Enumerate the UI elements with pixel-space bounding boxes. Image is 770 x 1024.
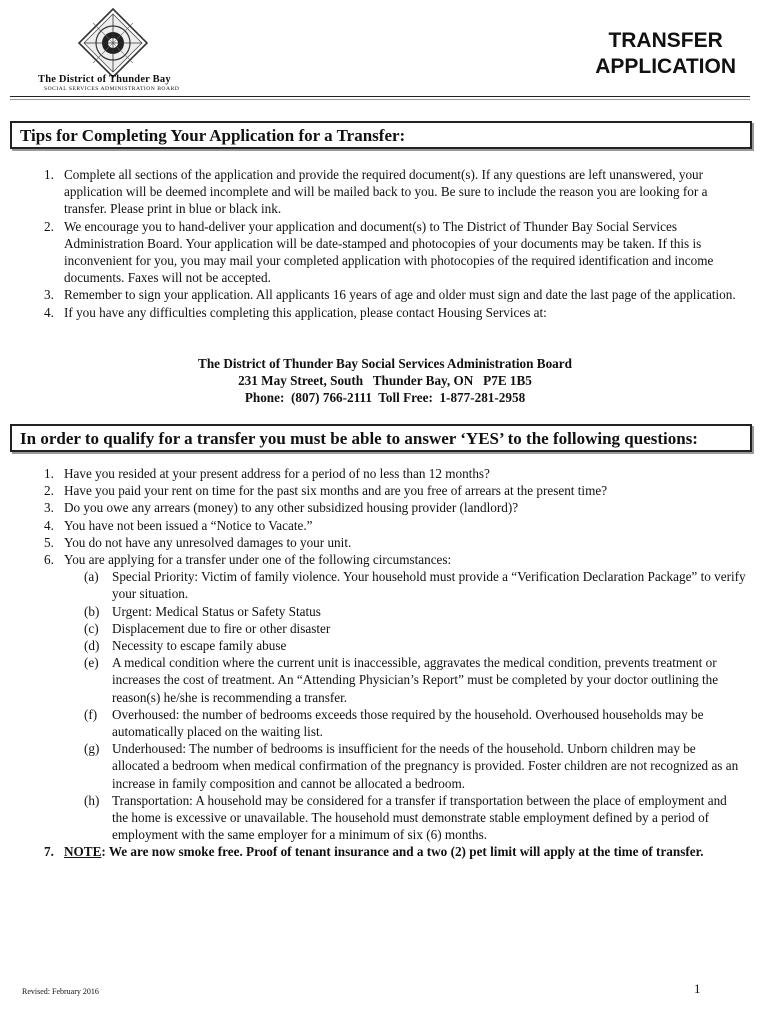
circumstance-item: (h) Transportation: A household may be considered for a transfer if transportation between the place of employment and the home is excessive or unavailable. The household must demonstrate stable employment defined by a period of employment with the same employer for a minimum of six (6) months. (84, 792, 727, 843)
circumstance-item: (b) Urgent: Medical Status or Safety Status (84, 603, 321, 619)
qualify-list (16, 465, 746, 861)
list-item: 1. Complete all sections of the application and provide the required document(s). If any questions are left unanswered, your application will be deemed incomplete and will be mailed back to you. Be sure to include the reason you are looking for a transfer. Please print in blue or black ink. (44, 167, 708, 217)
circumstance-item: (f) Overhoused: the number of bedrooms exceeds those required by the household. Overhoused households may be automatically placed on the waiting list. (84, 706, 704, 740)
note-text: : We are now smoke free. Proof of tenant insurance and a two (2) pet limit will apply at the time of transfer. (101, 844, 704, 860)
qualify-heading: In order to qualify for a transfer you must be able to answer ‘YES’ to the following questions: (20, 429, 698, 448)
address-org: The District of Thunder Bay Social Services Administration Board (198, 356, 572, 371)
circumstance-item: (d) Necessity to escape family abuse (84, 638, 287, 654)
list-item: 5. You do not have any unresolved damages to your unit. (44, 534, 352, 550)
circumstances-list (64, 568, 746, 843)
contact-address (0, 355, 770, 407)
header-divider-shadow (10, 99, 750, 100)
address-phone: Phone: (807) 766-2111 Toll Free: 1-877-281-2958 (244, 390, 526, 406)
title-line-2: APPLICATION (595, 55, 736, 78)
page-header (0, 0, 770, 100)
list-item: 1. Have you resided at your present address for a period of no less than 12 months? (44, 466, 490, 481)
revised-date: Revised: February 2016 (22, 987, 99, 996)
tips-heading: Tips for Completing Your Application for a Transfer: (20, 126, 406, 145)
qualify-heading-box (10, 424, 752, 452)
circumstance-item: (a) Special Priority: Victim of family violence. Your household must provide a “Verification Declaration Package” to verify your situation. (84, 569, 746, 602)
list-item: 4. You have not been issued a “Notice to Vacate.” (44, 517, 313, 533)
tips-heading-box (10, 121, 752, 149)
list-item: 6. You are applying for a transfer under one of the following circumstances: (a) Special Priority: Victim of family violence. Your household must provide a “Verification Declaration Package” to verify your situation. (b) Urgent: Medical Status or Safety Status (c) Displacement due to fire or other disaster (d) Necessity to escape family abuse (e) A medical condition where the current unit is inaccessible, aggravates the medical condition, prevents treatment or increases the cost of treatment. An “Attending Physician’s Report” must be completed by your doctor outlining the reason(s) he/she is recommending a transfer. (f) Overhoused: the number of bedrooms exceeds those required by the household. Overhoused households may be automatically placed on the waiting list. (g) Underhoused: The number of bedrooms is insufficient for the needs of the household. Unborn children may be allocated a bedroom when medical confirmation of the pregnancy is provided. Foster children are not recognized as an increase in family composition and cannot be allocated a bedroom. (h) Transportation: A household may be considered for a transfer if transportation between the place of employment and the home is excessive or unavailable. The household must demonstrate stable employment defined by a period of employment with the same employer for a minimum of six (6) months. (44, 552, 746, 843)
list-item: 4. If you have any difficulties completing this application, please contact Housing Services at: (44, 304, 547, 320)
circumstance-item: (c) Displacement due to fire or other disaster (84, 620, 331, 636)
document-title (595, 28, 736, 80)
org-subtitle: SOCIAL SERVICES ADMINISTRATION BOARD (44, 86, 180, 92)
tips-list (16, 166, 744, 321)
circumstance-item: (e) A medical condition where the current unit is inaccessible, aggravates the medical condition, prevents treatment or increases the cost of treatment. An “Attending Physician’s Report” must be completed by your doctor outlining the reason(s) he/she is recommending a transfer. (84, 655, 719, 705)
page-number: 1 (694, 981, 701, 996)
note-item: 7. NOTE: We are now smoke free. Proof of tenant insurance and a two (2) pet limit will apply at the time of transfer. (44, 844, 704, 860)
district-logo-icon (78, 8, 148, 78)
header-divider (10, 96, 750, 97)
org-name: The District of Thunder Bay (38, 74, 171, 85)
list-item: 2. We encourage you to hand-deliver your application and document(s) to The District of Thunder Bay Social Services Administration Board. Your application will be date-stamped and photocopies of your documents may be taken. If this is inconvenient for you, you may mail your completed application with photocopies of the required identification and income documents. Faxes will not be accepted. (44, 218, 714, 286)
list-item: 3. Do you owe any arrears (money) to any other subsidized housing provider (landlord)? (44, 500, 519, 516)
note-label: NOTE (64, 844, 102, 860)
list-item: 3. Remember to sign your application. All applicants 16 years of age and older must sign and date the last page of the application. (44, 287, 736, 303)
address-street: 231 May Street, South Thunder Bay, ON P7E 1B5 (238, 373, 532, 389)
list-item: 2. Have you paid your rent on time for the past six months and are you free of arrears at the present time? (44, 483, 608, 499)
title-line-1: TRANSFER (608, 29, 723, 52)
circumstance-item: (g) Underhoused: The number of bedrooms is insufficient for the needs of the household. Unborn children may be allocated a bedroom when medical confirmation of the pregnancy is provided. Foster children are not recognized as an increase in family composition and cannot be allocated a bedroom. (84, 741, 739, 791)
